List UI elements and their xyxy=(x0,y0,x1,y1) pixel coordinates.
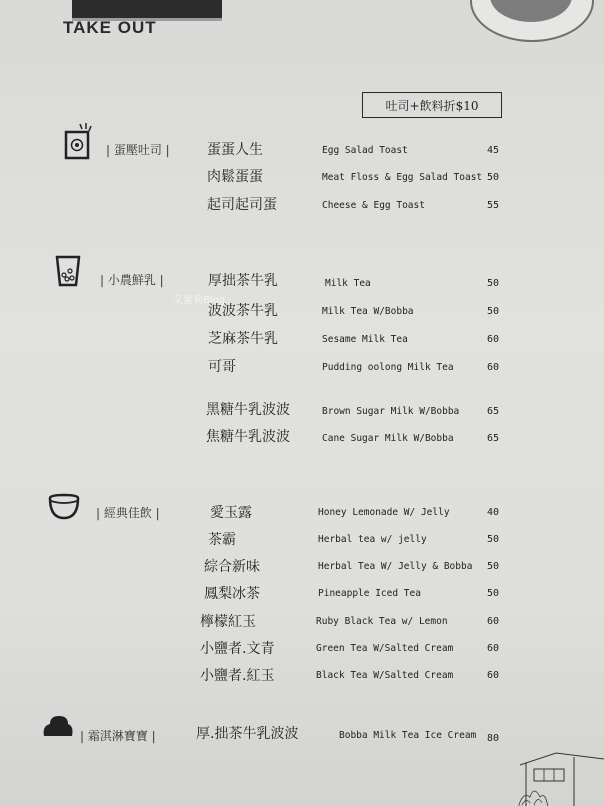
menu-item-zh: 綜合新味 xyxy=(204,559,260,575)
menu-item-price: 60 xyxy=(487,670,500,681)
menu-item-price: 50 xyxy=(487,306,500,317)
menu-title: TAKE OUT xyxy=(63,18,157,37)
building-sketch-icon xyxy=(516,745,604,806)
menu-item-en: Pineapple Iced Tea xyxy=(318,588,421,599)
menu-item-zh: 愛玉露 xyxy=(210,505,252,521)
category-soft-serve: | 霜淇淋寶寶 | xyxy=(80,729,156,743)
menu-item-en: Meat Floss & Egg Salad Toast xyxy=(322,172,483,183)
toast-box-icon xyxy=(58,120,98,164)
bubble-cup-icon xyxy=(54,254,82,288)
menu-item-price: 50 xyxy=(487,588,500,599)
menu-item-zh: 可哥 xyxy=(208,359,236,375)
menu-item-en: Milk Tea xyxy=(325,278,371,289)
category-classic-drinks: | 經典佳飲 | xyxy=(96,506,160,520)
watermark-text: 艾蜜莉Blog xyxy=(173,295,226,306)
promo-box: 吐司+飲料折$10 xyxy=(362,92,502,118)
menu-item-price: 55 xyxy=(487,200,500,211)
menu-item-zh: 黑糖牛乳波波 xyxy=(206,402,290,418)
menu-item-zh: 起司起司蛋 xyxy=(207,197,277,213)
category-sandwich: | 蛋壓吐司 | xyxy=(106,143,170,157)
menu-item-en: Sesame Milk Tea xyxy=(322,334,408,345)
menu-item-en: Cheese & Egg Toast xyxy=(322,200,425,211)
menu-item-price: 60 xyxy=(487,643,500,654)
menu-item-zh: 茶霸 xyxy=(208,532,236,548)
menu-item-price: 60 xyxy=(487,334,500,345)
menu-item-en: Herbal Tea W/ Jelly & Bobba xyxy=(318,561,473,572)
menu-item-price: 65 xyxy=(487,406,500,417)
menu-item-price: 80 xyxy=(487,733,500,744)
bowl-icon xyxy=(46,492,82,522)
ice-cream-scoop-icon xyxy=(40,712,76,742)
menu-item-en: Black Tea W/Salted Cream xyxy=(316,670,454,681)
category-fresh-milk: | 小農鮮乳 | xyxy=(100,273,164,287)
menu-item-zh: 鳳梨冰茶 xyxy=(204,586,260,602)
menu-item-en: Green Tea W/Salted Cream xyxy=(316,643,454,654)
menu-item-zh: 肉鬆蛋蛋 xyxy=(207,169,263,185)
menu-item-en: Herbal tea w/ jelly xyxy=(318,534,427,545)
menu-item-zh: 小鹽者.紅玉 xyxy=(200,668,275,684)
menu-item-en: Cane Sugar Milk W/Bobba xyxy=(322,433,454,444)
menu-item-price: 50 xyxy=(487,172,500,183)
menu-item-zh: 厚拙茶牛乳 xyxy=(208,273,278,289)
menu-item-zh: 焦糖牛乳波波 xyxy=(206,429,290,445)
menu-item-zh: 波波茶牛乳 xyxy=(208,303,278,319)
menu-item-en: Ruby Black Tea w/ Lemon xyxy=(316,616,448,627)
menu-item-zh: 小鹽者.文青 xyxy=(200,641,275,657)
menu-item-price: 50 xyxy=(487,534,500,545)
menu-item-zh: 檸檬紅玉 xyxy=(200,614,256,630)
menu-item-en: Pudding oolong Milk Tea xyxy=(322,362,454,373)
menu-item-zh: 芝麻茶牛乳 xyxy=(208,331,278,347)
menu-item-price: 50 xyxy=(487,278,500,289)
menu-item-price: 65 xyxy=(487,433,500,444)
menu-item-price: 60 xyxy=(487,362,500,373)
menu-item-en: Milk Tea W/Bobba xyxy=(322,306,414,317)
menu-item-price: 50 xyxy=(487,561,500,572)
menu-item-en: Bobba Milk Tea Ice Cream xyxy=(339,730,477,741)
corner-circle-decoration xyxy=(470,0,594,42)
menu-item-price: 40 xyxy=(487,507,500,518)
menu-item-en: Egg Salad Toast xyxy=(322,145,408,156)
menu-item-zh: 蛋蛋人生 xyxy=(207,142,263,158)
menu-item-en: Brown Sugar Milk W/Bobba xyxy=(322,406,460,417)
menu-item-zh: 厚.拙茶牛乳波波 xyxy=(196,726,299,742)
menu-item-en: Honey Lemonade W/ Jelly xyxy=(318,507,450,518)
menu-item-price: 45 xyxy=(487,145,500,156)
menu-item-price: 60 xyxy=(487,616,500,627)
